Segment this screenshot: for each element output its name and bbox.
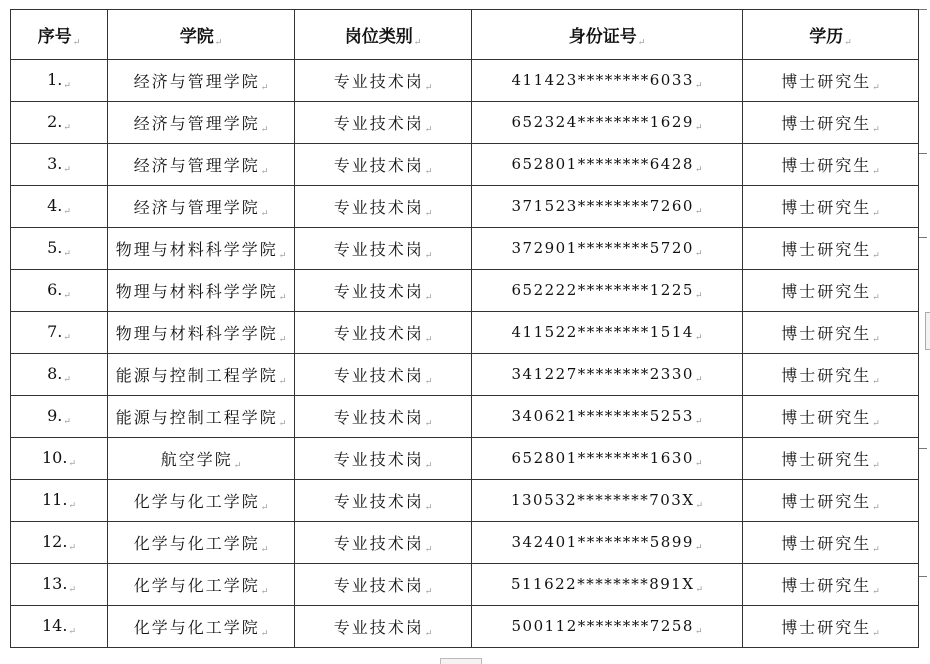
paragraph-mark-icon: ↵	[63, 165, 71, 175]
cell-id-text: 652801********6428	[511, 154, 694, 173]
cell-id	[472, 312, 743, 354]
cell-education	[743, 312, 919, 354]
paragraph-mark-icon: ↵	[63, 249, 71, 259]
cell-seq-text: 2.	[47, 112, 63, 131]
side-scroll-handle[interactable]	[925, 312, 930, 350]
cell-position-text: 专业技术岗	[333, 197, 424, 217]
paragraph-mark-icon: ↵	[872, 166, 880, 177]
cell-education-text: 博士研究生	[781, 365, 872, 385]
cell-seq-text: 7.	[47, 322, 63, 341]
paragraph-mark-icon: ↵	[260, 586, 269, 597]
paragraph-mark-icon: ↵	[637, 37, 646, 48]
table-row	[11, 270, 919, 312]
paragraph-mark-icon: ↵	[694, 542, 703, 553]
paragraph-mark-icon: ↵	[694, 290, 703, 301]
paragraph-mark-icon: ↵	[872, 544, 880, 555]
cell-end-marker	[919, 448, 927, 449]
cell-seq-text: 9.	[47, 406, 63, 425]
cell-id	[472, 60, 743, 102]
cell-college	[108, 606, 295, 648]
paragraph-mark-icon: ↵	[260, 82, 269, 93]
paragraph-mark-icon: ↵	[260, 628, 269, 639]
cell-id-text: 372901********5720	[511, 238, 694, 257]
paragraph-mark-icon: ↵	[424, 124, 433, 135]
table-row	[11, 606, 919, 648]
cell-education-text: 博士研究生	[781, 323, 872, 343]
cell-position-text: 专业技术岗	[333, 617, 424, 637]
cell-seq-text: 13.	[42, 574, 68, 593]
document-page	[10, 9, 919, 648]
paragraph-mark-icon: ↵	[872, 208, 880, 219]
paragraph-mark-icon: ↵	[278, 376, 287, 387]
cell-position-text: 专业技术岗	[333, 575, 424, 595]
cell-end-marker	[919, 9, 927, 10]
paragraph-mark-icon: ↵	[872, 124, 880, 135]
cell-position	[295, 228, 472, 270]
cell-position	[295, 354, 472, 396]
cell-position	[295, 270, 472, 312]
table-row	[11, 312, 919, 354]
cell-position	[295, 438, 472, 480]
cell-college-text: 物理与材料科学学院	[115, 239, 278, 259]
cell-seq-text: 14.	[42, 616, 68, 635]
header-education-label: 学历	[809, 26, 844, 47]
cell-education	[743, 186, 919, 228]
paragraph-mark-icon: ↵	[260, 124, 269, 135]
cell-id	[472, 438, 743, 480]
cell-college-text: 物理与材料科学学院	[115, 323, 278, 343]
cell-id	[472, 522, 743, 564]
cell-seq	[11, 102, 108, 144]
table-row	[11, 564, 919, 606]
paragraph-mark-icon: ↵	[694, 374, 703, 385]
cell-college	[108, 228, 295, 270]
cell-seq	[11, 270, 108, 312]
cell-college	[108, 186, 295, 228]
table-row	[11, 102, 919, 144]
header-college-label: 学院	[179, 26, 214, 47]
paragraph-mark-icon: ↵	[424, 166, 433, 177]
cell-seq	[11, 438, 108, 480]
cell-seq-text: 10.	[42, 448, 68, 467]
table-row	[11, 60, 919, 102]
paragraph-mark-icon: ↵	[63, 207, 71, 217]
paragraph-mark-icon: ↵	[424, 586, 433, 597]
cell-college-text: 能源与控制工程学院	[115, 407, 278, 427]
paragraph-mark-icon: ↵	[872, 586, 880, 597]
paragraph-mark-icon: ↵	[260, 502, 269, 513]
cell-id-text: 652324********1629	[511, 112, 694, 131]
cell-id	[472, 564, 743, 606]
cell-education	[743, 396, 919, 438]
header-college	[108, 10, 295, 60]
paragraph-mark-icon: ↵	[424, 544, 433, 555]
cell-position	[295, 480, 472, 522]
paragraph-mark-icon: ↵	[872, 292, 880, 303]
cell-position-text: 专业技术岗	[333, 533, 424, 553]
cell-education-text: 博士研究生	[781, 197, 872, 217]
cell-id-text: 652801********1630	[511, 448, 694, 467]
paragraph-mark-icon: ↵	[872, 628, 880, 639]
cell-id	[472, 606, 743, 648]
cell-position	[295, 186, 472, 228]
cell-seq	[11, 354, 108, 396]
paragraph-mark-icon: ↵	[72, 37, 81, 48]
cell-id-text: 511622********891X	[510, 574, 695, 593]
paragraph-mark-icon: ↵	[63, 123, 71, 133]
cell-seq	[11, 564, 108, 606]
header-id	[472, 10, 743, 60]
table-row	[11, 228, 919, 270]
cell-college-text: 物理与材料科学学院	[115, 281, 278, 301]
table-row	[11, 438, 919, 480]
paragraph-mark-icon: ↵	[424, 376, 433, 387]
cell-position-text: 专业技术岗	[333, 491, 424, 511]
paragraph-mark-icon: ↵	[260, 208, 269, 219]
cell-position-text: 专业技术岗	[333, 281, 424, 301]
cell-position	[295, 60, 472, 102]
cell-college	[108, 270, 295, 312]
cell-education-text: 博士研究生	[781, 617, 872, 637]
cell-college-text: 化学与化工学院	[133, 575, 260, 595]
paragraph-mark-icon: ↵	[424, 208, 433, 219]
paragraph-mark-icon: ↵	[694, 248, 703, 259]
paragraph-mark-icon: ↵	[872, 460, 880, 471]
cell-college	[108, 354, 295, 396]
bottom-scroll-handle[interactable]	[440, 658, 482, 664]
cell-end-marker	[919, 153, 927, 154]
paragraph-mark-icon: ↵	[260, 166, 269, 177]
cell-id-text: 340621********5253	[511, 406, 694, 425]
cell-position-text: 专业技术岗	[333, 239, 424, 259]
cell-education	[743, 354, 919, 396]
header-seq-label: 序号	[37, 26, 72, 47]
cell-college-text: 化学与化工学院	[133, 617, 260, 637]
cell-id-text: 500112********7258	[511, 616, 694, 635]
cell-education-text: 博士研究生	[781, 239, 872, 259]
cell-seq	[11, 606, 108, 648]
paragraph-mark-icon: ↵	[872, 502, 880, 513]
cell-education-text: 博士研究生	[781, 491, 872, 511]
cell-position-text: 专业技术岗	[333, 71, 424, 91]
paragraph-mark-icon: ↵	[413, 37, 422, 48]
cell-position	[295, 564, 472, 606]
cell-id	[472, 228, 743, 270]
paragraph-mark-icon: ↵	[872, 334, 880, 345]
paragraph-mark-icon: ↵	[233, 460, 242, 471]
paragraph-mark-icon: ↵	[694, 416, 703, 427]
paragraph-mark-icon: ↵	[278, 418, 287, 429]
header-position	[295, 10, 472, 60]
cell-end-marker	[919, 237, 927, 238]
paragraph-mark-icon: ↵	[278, 292, 287, 303]
header-id-label: 身份证号	[568, 26, 637, 47]
cell-college-text: 经济与管理学院	[133, 113, 260, 133]
cell-position	[295, 396, 472, 438]
cell-id-text: 130532********703X	[510, 490, 695, 509]
paragraph-mark-icon: ↵	[694, 80, 703, 91]
cell-position-text: 专业技术岗	[333, 323, 424, 343]
cell-seq-text: 11.	[42, 490, 68, 509]
paragraph-mark-icon: ↵	[694, 458, 703, 469]
table-row	[11, 186, 919, 228]
cell-position-text: 专业技术岗	[333, 113, 424, 133]
paragraph-mark-icon: ↵	[424, 502, 433, 513]
paragraph-mark-icon: ↵	[872, 418, 880, 429]
cell-education	[743, 606, 919, 648]
cell-position	[295, 522, 472, 564]
cell-education	[743, 60, 919, 102]
cell-education	[743, 228, 919, 270]
paragraph-mark-icon: ↵	[68, 459, 76, 469]
cell-education-text: 博士研究生	[781, 575, 872, 595]
paragraph-mark-icon: ↵	[63, 81, 71, 91]
cell-seq	[11, 186, 108, 228]
paragraph-mark-icon: ↵	[68, 627, 76, 637]
cell-seq-text: 3.	[47, 154, 63, 173]
cell-college	[108, 144, 295, 186]
cell-college	[108, 564, 295, 606]
paragraph-mark-icon: ↵	[424, 82, 433, 93]
header-row	[11, 10, 919, 60]
header-position-label: 岗位类别	[344, 26, 413, 47]
cell-seq-text: 1.	[47, 70, 63, 89]
cell-college-text: 化学与化工学院	[133, 491, 260, 511]
header-seq	[11, 10, 108, 60]
table-row	[11, 480, 919, 522]
cell-id	[472, 186, 743, 228]
cell-education-text: 博士研究生	[781, 71, 872, 91]
cell-seq-text: 12.	[42, 532, 68, 551]
cell-seq	[11, 312, 108, 354]
cell-seq-text: 5.	[47, 238, 63, 257]
cell-seq	[11, 396, 108, 438]
paragraph-mark-icon: ↵	[424, 460, 433, 471]
cell-seq	[11, 522, 108, 564]
cell-college-text: 经济与管理学院	[133, 71, 260, 91]
cell-end-marker	[919, 576, 927, 577]
cell-education-text: 博士研究生	[781, 533, 872, 553]
cell-college	[108, 60, 295, 102]
cell-education	[743, 438, 919, 480]
cell-id	[472, 144, 743, 186]
paragraph-mark-icon: ↵	[68, 501, 76, 511]
cell-college-text: 经济与管理学院	[133, 155, 260, 175]
paragraph-mark-icon: ↵	[694, 626, 703, 637]
cell-position	[295, 606, 472, 648]
paragraph-mark-icon: ↵	[872, 82, 880, 93]
cell-education	[743, 270, 919, 312]
cell-college	[108, 480, 295, 522]
paragraph-mark-icon: ↵	[694, 122, 703, 133]
cell-education-text: 博士研究生	[781, 449, 872, 469]
paragraph-mark-icon: ↵	[424, 250, 433, 261]
cell-position-text: 专业技术岗	[333, 407, 424, 427]
cell-position	[295, 312, 472, 354]
paragraph-mark-icon: ↵	[695, 500, 704, 511]
cell-education	[743, 564, 919, 606]
table-row	[11, 144, 919, 186]
cell-id-text: 341227********2330	[511, 364, 694, 383]
paragraph-mark-icon: ↵	[694, 164, 703, 175]
paragraph-mark-icon: ↵	[63, 291, 71, 301]
table-row	[11, 522, 919, 564]
cell-position-text: 专业技术岗	[333, 365, 424, 385]
paragraph-mark-icon: ↵	[214, 37, 223, 48]
cell-college	[108, 438, 295, 480]
paragraph-mark-icon: ↵	[872, 376, 880, 387]
cell-id-text: 411423********6033	[511, 70, 694, 89]
cell-seq-text: 8.	[47, 364, 63, 383]
table-row	[11, 396, 919, 438]
paragraph-mark-icon: ↵	[278, 334, 287, 345]
cell-education-text: 博士研究生	[781, 407, 872, 427]
paragraph-mark-icon: ↵	[424, 628, 433, 639]
cell-education	[743, 102, 919, 144]
header-education	[743, 10, 919, 60]
cell-id	[472, 396, 743, 438]
cell-education-text: 博士研究生	[781, 113, 872, 133]
cell-education	[743, 522, 919, 564]
staff-table	[10, 9, 919, 648]
cell-college	[108, 312, 295, 354]
cell-education	[743, 480, 919, 522]
paragraph-mark-icon: ↵	[424, 334, 433, 345]
cell-position	[295, 144, 472, 186]
paragraph-mark-icon: ↵	[68, 585, 76, 595]
cell-seq-text: 6.	[47, 280, 63, 299]
cell-id-text: 342401********5899	[511, 532, 694, 551]
cell-id	[472, 102, 743, 144]
cell-id-text: 652222********1225	[511, 280, 694, 299]
cell-seq	[11, 60, 108, 102]
cell-seq	[11, 144, 108, 186]
cell-seq-text: 4.	[47, 196, 63, 215]
cell-college-text: 经济与管理学院	[133, 197, 260, 217]
paragraph-mark-icon: ↵	[694, 332, 703, 343]
paragraph-mark-icon: ↵	[424, 292, 433, 303]
paragraph-mark-icon: ↵	[260, 544, 269, 555]
cell-position	[295, 102, 472, 144]
cell-id-text: 411522********1514	[511, 322, 694, 341]
cell-id	[472, 354, 743, 396]
cell-seq	[11, 480, 108, 522]
cell-id-text: 371523********7260	[511, 196, 694, 215]
cell-id	[472, 480, 743, 522]
paragraph-mark-icon: ↵	[63, 333, 71, 343]
cell-college-text: 航空学院	[160, 449, 233, 469]
paragraph-mark-icon: ↵	[68, 543, 76, 553]
cell-position-text: 专业技术岗	[333, 155, 424, 175]
cell-position-text: 专业技术岗	[333, 449, 424, 469]
table-row	[11, 354, 919, 396]
cell-id	[472, 270, 743, 312]
paragraph-mark-icon: ↵	[63, 375, 71, 385]
paragraph-mark-icon: ↵	[63, 417, 71, 427]
cell-education-text: 博士研究生	[781, 281, 872, 301]
paragraph-mark-icon: ↵	[694, 206, 703, 217]
cell-college	[108, 396, 295, 438]
cell-college	[108, 522, 295, 564]
cell-seq	[11, 228, 108, 270]
paragraph-mark-icon: ↵	[424, 418, 433, 429]
cell-college	[108, 102, 295, 144]
cell-education	[743, 144, 919, 186]
cell-college-text: 能源与控制工程学院	[115, 365, 278, 385]
paragraph-mark-icon: ↵	[844, 37, 852, 48]
cell-college-text: 化学与化工学院	[133, 533, 260, 553]
table-body	[11, 60, 919, 648]
paragraph-mark-icon: ↵	[278, 250, 287, 261]
paragraph-mark-icon: ↵	[695, 584, 704, 595]
paragraph-mark-icon: ↵	[872, 250, 880, 261]
cell-education-text: 博士研究生	[781, 155, 872, 175]
